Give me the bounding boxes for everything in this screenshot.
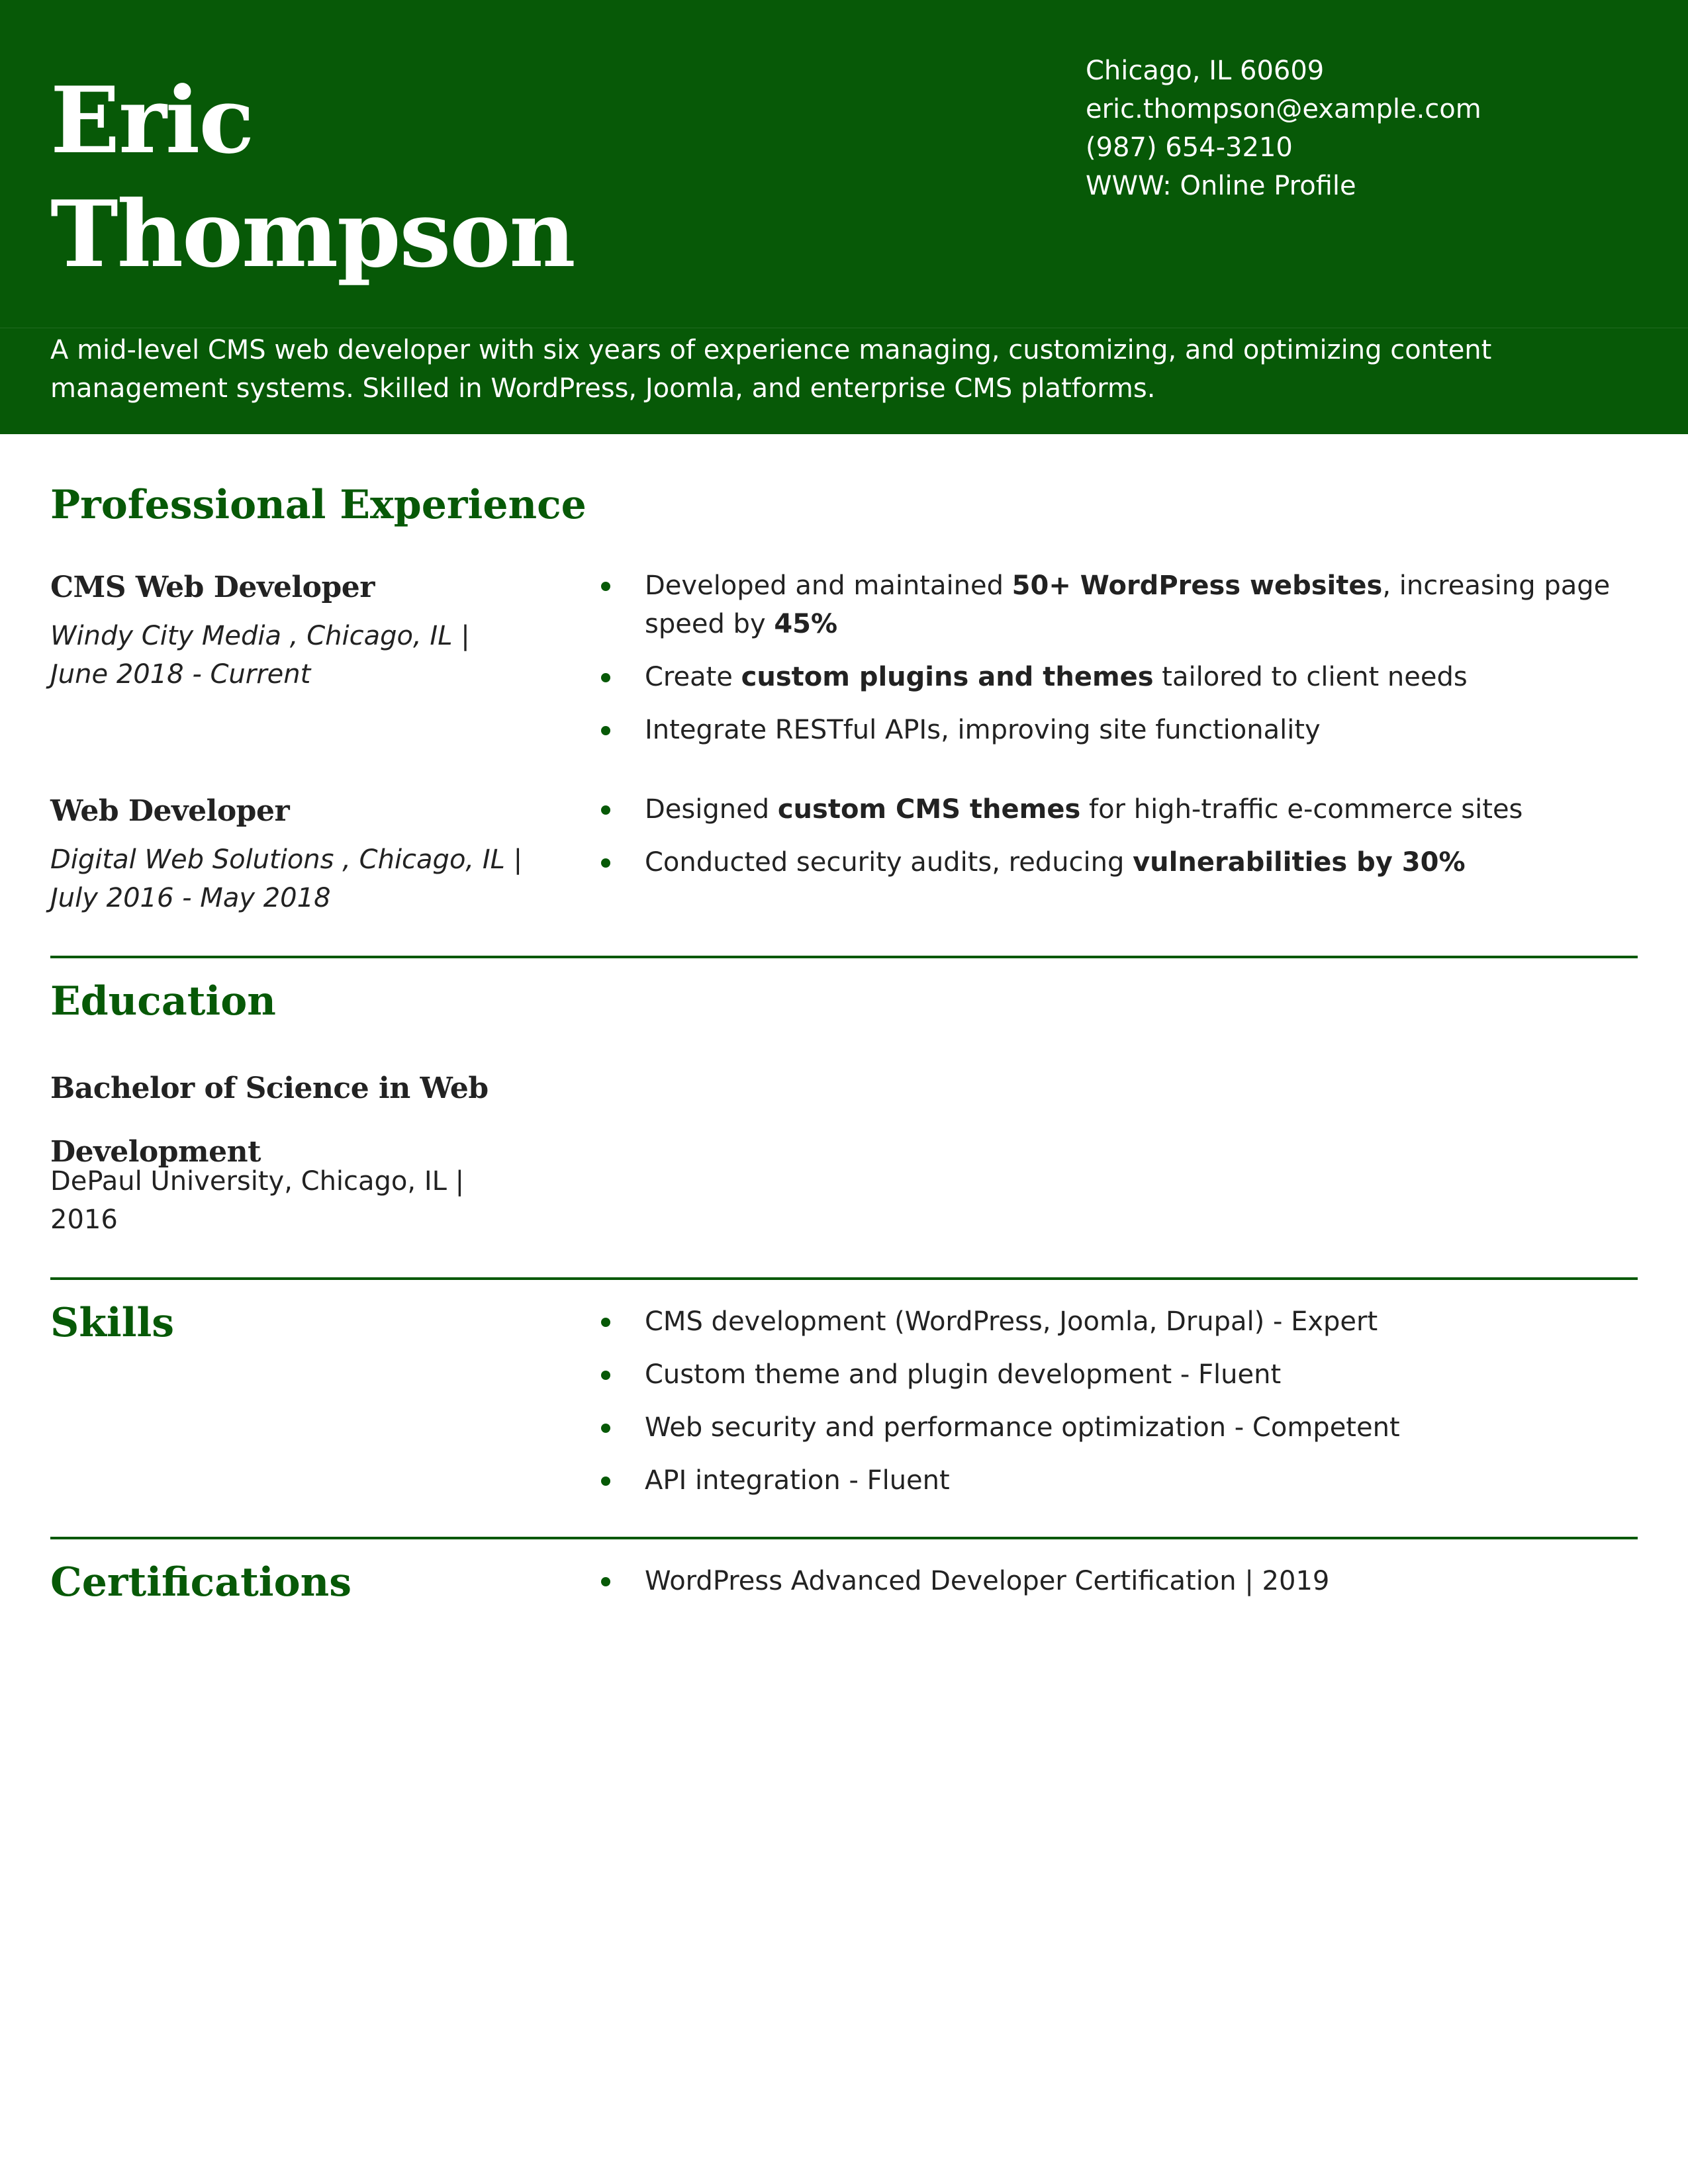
section-divider <box>50 1537 1638 1539</box>
job-2-title: Web Developer <box>50 794 290 828</box>
job-2-bullets <box>600 790 1632 896</box>
list-item: WordPress Advanced Developer Certification | 2019 <box>600 1562 1632 1600</box>
job-1-company: Windy City Media <box>50 621 282 651</box>
list-item: Designed custom CMS themes for high-traffic e-commerce sites <box>600 790 1632 829</box>
job-1-meta: Windy City Media , Chicago, IL | June 2018 - Current <box>50 621 470 690</box>
job-1-location: Chicago, IL <box>306 621 453 651</box>
job-1-bullets <box>600 567 1632 764</box>
experience-heading: Professional Experience <box>50 482 586 528</box>
section-divider <box>50 956 1638 958</box>
job-2-location: Chicago, IL <box>359 844 505 875</box>
professional-summary: A mid-level CMS web developer with six years of experience managing, customizing, and optimizing content management systems. Skilled in WordPress, Joomla, and enterprise CMS platforms. <box>50 335 1492 404</box>
job-2-dates: July 2016 - May 2018 <box>50 883 331 913</box>
skills-heading: Skills <box>50 1300 175 1346</box>
list-item: CMS development (WordPress, Joomla, Drupal) - Expert <box>600 1302 1632 1341</box>
contact-address: Chicago, IL 60609 <box>1086 56 1325 86</box>
certifications-heading: Certifications <box>50 1559 352 1606</box>
list-item: Integrate RESTful APIs, improving site functionality <box>600 711 1632 749</box>
education-degree: Bachelor of Science in Web Development <box>50 1071 489 1169</box>
contact-phone: (987) 654-3210 <box>1086 132 1293 163</box>
list-item: Custom theme and plugin development - Fluent <box>600 1355 1632 1394</box>
job-2-company: Digital Web Solutions <box>50 844 334 875</box>
job-2-meta: Digital Web Solutions , Chicago, IL | July 2016 - May 2018 <box>50 844 523 913</box>
section-divider <box>50 1277 1638 1280</box>
education-school <box>50 1162 514 1239</box>
job-1-dates: June 2018 - Current <box>50 659 311 690</box>
skills-list <box>600 1302 1632 1514</box>
list-item: Conducted security audits, reducing vulnerabilities by 30% <box>600 843 1632 882</box>
certifications-list <box>600 1562 1632 1615</box>
contact-website[interactable]: WWW: Online Profile <box>1086 171 1356 201</box>
list-item: API integration - Fluent <box>600 1461 1632 1500</box>
education-school-name: DePaul University, Chicago, IL | <box>50 1166 465 1197</box>
resume-header <box>0 0 1688 434</box>
last-name: Thompson <box>50 180 575 288</box>
list-item: Developed and maintained 50+ WordPress websites, increasing page speed by 45% <box>600 567 1632 643</box>
contact-info <box>1086 52 1481 205</box>
job-1-title: CMS Web Developer <box>50 570 375 604</box>
education-year: 2016 <box>50 1205 118 1235</box>
first-name: Eric <box>50 66 254 174</box>
list-item: Create custom plugins and themes tailored to client needs <box>600 658 1632 696</box>
list-item: Web security and performance optimization - Competent <box>600 1408 1632 1447</box>
candidate-name <box>50 64 575 291</box>
contact-email[interactable]: eric.thompson@example.com <box>1086 94 1481 124</box>
education-heading: Education <box>50 978 276 1024</box>
